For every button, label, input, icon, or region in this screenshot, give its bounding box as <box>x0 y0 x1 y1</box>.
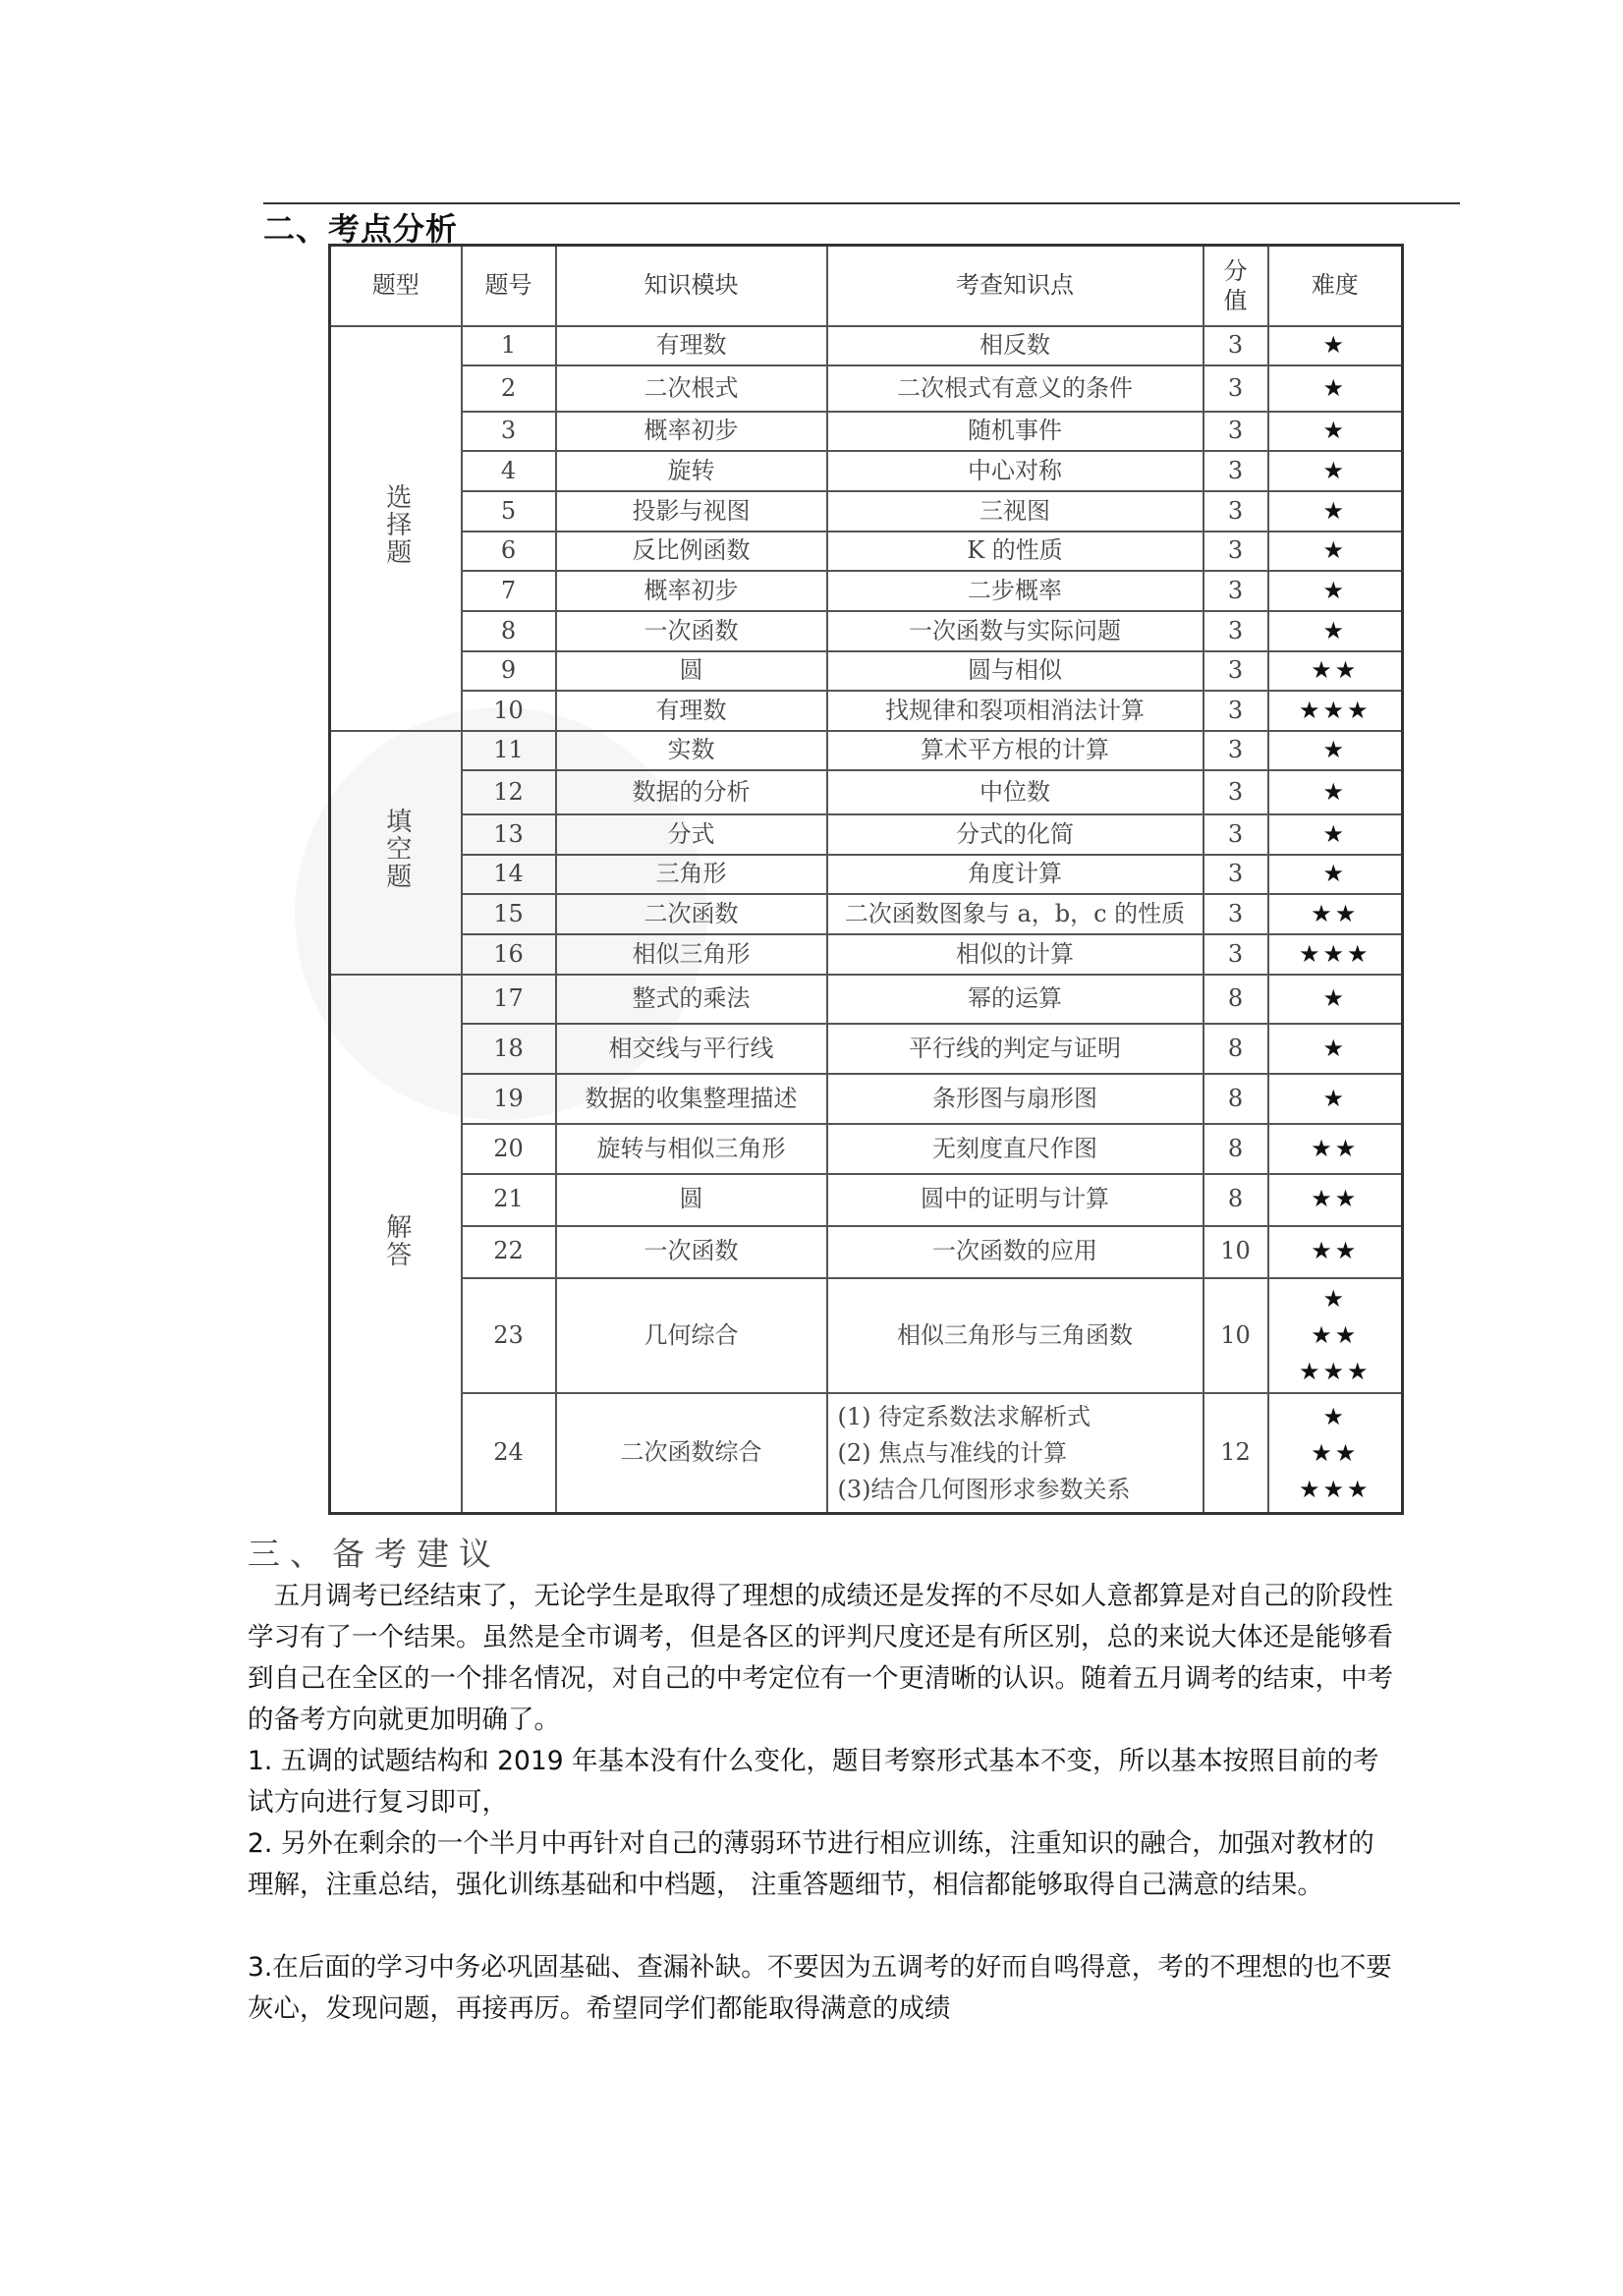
score-value: 10 <box>1203 1226 1268 1278</box>
difficulty-stars <box>1268 1124 1403 1174</box>
question-type-cell <box>330 731 462 975</box>
score-value: 8 <box>1203 1074 1268 1124</box>
question-type-label: 选择题 <box>381 483 412 567</box>
difficulty-stars <box>1268 571 1403 611</box>
knowledge-module: 二次函数综合 <box>556 1393 827 1513</box>
table-row <box>330 1278 1403 1394</box>
score-value: 8 <box>1203 975 1268 1025</box>
star-icon: ★ <box>1322 536 1347 565</box>
table-row <box>330 571 1403 611</box>
difficulty-stars <box>1268 1074 1403 1124</box>
score-value: 3 <box>1203 691 1268 731</box>
knowledge-point: 圆中的证明与计算 <box>827 1174 1203 1226</box>
question-number: 20 <box>462 1124 556 1174</box>
knowledge-module: 概率初步 <box>556 412 827 452</box>
knowledge-point: 分式的化简 <box>827 814 1203 855</box>
knowledge-point: 角度计算 <box>827 855 1203 895</box>
star-icon: ★ <box>1322 778 1347 807</box>
knowledge-module: 数据的收集整理描述 <box>556 1074 827 1124</box>
difficulty-stars <box>1268 532 1403 572</box>
knowledge-point: 中心对称 <box>827 451 1203 491</box>
question-number: 21 <box>462 1174 556 1226</box>
star-icon: ★ <box>1322 496 1347 525</box>
knowledge-point: K 的性质 <box>827 532 1203 572</box>
difficulty-stars <box>1268 934 1403 975</box>
table-header-row <box>330 246 1403 326</box>
table-row <box>330 365 1403 412</box>
star-icon: ★★ <box>1311 1320 1360 1349</box>
difficulty-stars <box>1268 451 1403 491</box>
question-type-cell <box>330 975 462 1514</box>
table-row <box>330 934 1403 975</box>
difficulty-stars <box>1268 651 1403 692</box>
question-type-label: 填空题 <box>381 808 412 891</box>
difficulty-stars <box>1268 1278 1403 1394</box>
star-icon: ★★ <box>1311 1438 1360 1467</box>
score-value: 10 <box>1203 1278 1268 1394</box>
knowledge-module: 二次根式 <box>556 365 827 412</box>
difficulty-stars <box>1268 814 1403 855</box>
star-icon: ★★ <box>1311 1185 1360 1213</box>
score-value: 3 <box>1203 491 1268 532</box>
section-2-title: 二、考点分析 <box>263 210 459 248</box>
difficulty-stars <box>1268 1226 1403 1278</box>
star-icon: ★★ <box>1311 656 1360 685</box>
question-number: 24 <box>462 1393 556 1513</box>
paragraph-point-2: 2. 另外在剩余的一个半月中再针对自己的薄弱环节进行相应训练，注重知识的融合，加强对教材的理解，注重总结，强化训练基础和中档题， 注重答题细节，相信都能够取得自己满意的结果。 <box>248 1828 1374 1900</box>
difficulty-stars <box>1268 1393 1403 1513</box>
score-value: 3 <box>1203 855 1268 895</box>
knowledge-point: 一次函数与实际问题 <box>827 611 1203 651</box>
knowledge-point: 算术平方根的计算 <box>827 731 1203 771</box>
table-row <box>330 691 1403 731</box>
star-icon: ★ <box>1322 576 1347 604</box>
question-number: 6 <box>462 532 556 572</box>
header-difficulty: 难度 <box>1268 246 1403 326</box>
table-row <box>330 894 1403 934</box>
knowledge-point <box>827 1393 1203 1513</box>
question-number: 19 <box>462 1074 556 1124</box>
question-type-label: 解答 <box>381 1212 412 1268</box>
table-row <box>330 1124 1403 1174</box>
table-row <box>330 1174 1403 1226</box>
star-icon: ★ <box>1322 417 1347 445</box>
star-icon: ★ <box>1322 984 1347 1013</box>
question-number: 13 <box>462 814 556 855</box>
star-icon: ★ <box>1322 1035 1347 1063</box>
knowledge-point: 平行线的判定与证明 <box>827 1024 1203 1074</box>
score-value: 3 <box>1203 611 1268 651</box>
score-value: 12 <box>1203 1393 1268 1513</box>
knowledge-module: 相似三角形 <box>556 934 827 975</box>
paragraph-point-3: 3.在后面的学习中务必巩固基础、查漏补缺。不要因为五调考的好而自鸣得意，考的不理想的也不要灰心，发现问题，再接再厉。希望同学们都能取得满意的成绩 <box>248 1952 1392 2024</box>
knowledge-module: 反比例函数 <box>556 532 827 572</box>
knowledge-point: 相反数 <box>827 326 1203 366</box>
table-row <box>330 1024 1403 1074</box>
star-icon: ★ <box>1322 331 1347 360</box>
difficulty-stars <box>1268 691 1403 731</box>
difficulty-stars <box>1268 611 1403 651</box>
star-icon: ★ <box>1322 1402 1347 1430</box>
difficulty-stars <box>1268 731 1403 771</box>
knowledge-module: 一次函数 <box>556 611 827 651</box>
question-number: 8 <box>462 611 556 651</box>
table-row <box>330 532 1403 572</box>
difficulty-stars <box>1268 326 1403 366</box>
section-3-title: 三、备考建议 <box>248 1535 501 1573</box>
knowledge-module: 数据的分析 <box>556 770 827 814</box>
question-number: 2 <box>462 365 556 412</box>
knowledge-point: 找规律和裂项相消法计算 <box>827 691 1203 731</box>
knowledge-point-line: (1) 待定系数法求解析式 <box>837 1402 1091 1430</box>
knowledge-point: 幂的运算 <box>827 975 1203 1025</box>
score-value: 3 <box>1203 651 1268 692</box>
star-icon: ★★ <box>1311 899 1360 927</box>
table-row <box>330 326 1403 366</box>
star-icon: ★ <box>1322 819 1347 848</box>
score-value: 3 <box>1203 770 1268 814</box>
knowledge-module: 整式的乘法 <box>556 975 827 1025</box>
table-row <box>330 855 1403 895</box>
question-number: 12 <box>462 770 556 814</box>
difficulty-stars <box>1268 1024 1403 1074</box>
knowledge-module: 投影与视图 <box>556 491 827 532</box>
star-icon: ★ <box>1322 1084 1347 1112</box>
question-number: 23 <box>462 1278 556 1394</box>
table-row <box>330 1074 1403 1124</box>
difficulty-stars <box>1268 894 1403 934</box>
star-icon: ★ <box>1322 736 1347 764</box>
table-row <box>330 491 1403 532</box>
knowledge-module: 实数 <box>556 731 827 771</box>
question-number: 17 <box>462 975 556 1025</box>
question-number: 9 <box>462 651 556 692</box>
knowledge-module: 旋转 <box>556 451 827 491</box>
paragraph-intro: 五月调考已经结束了，无论学生是取得了理想的成绩还是发挥的不尽如人意都算是对自己的阶段性学习有了一个结果。虽然是全市调考，但是各区的评判尺度还是有所区别，总的来说大体还是能够看到自己在全区的一个排名情况，对自己的中考定位有一个更清晰的认识。随着五月调考的结束，中考的备考方向就更加明确了。 <box>248 1581 1393 1735</box>
knowledge-module: 二次函数 <box>556 894 827 934</box>
difficulty-stars <box>1268 975 1403 1025</box>
knowledge-point-line: (3)结合几何图形求参数关系 <box>837 1475 1131 1503</box>
table-row <box>330 770 1403 814</box>
knowledge-point: 相似三角形与三角函数 <box>827 1278 1203 1394</box>
star-icon: ★★★ <box>1298 696 1371 724</box>
header-number: 题号 <box>462 246 556 326</box>
knowledge-point: 随机事件 <box>827 412 1203 452</box>
knowledge-module: 分式 <box>556 814 827 855</box>
knowledge-point: 一次函数的应用 <box>827 1226 1203 1278</box>
star-icon: ★ <box>1322 373 1347 402</box>
score-value: 3 <box>1203 814 1268 855</box>
star-icon: ★ <box>1322 616 1347 644</box>
star-icon: ★★★ <box>1298 1357 1371 1385</box>
difficulty-stars <box>1268 491 1403 532</box>
difficulty-stars <box>1268 365 1403 412</box>
question-number: 18 <box>462 1024 556 1074</box>
knowledge-module: 圆 <box>556 1174 827 1226</box>
difficulty-stars <box>1268 855 1403 895</box>
star-icon: ★★ <box>1311 1237 1360 1265</box>
question-number: 22 <box>462 1226 556 1278</box>
difficulty-stars <box>1268 770 1403 814</box>
knowledge-module: 三角形 <box>556 855 827 895</box>
knowledge-point: 二次函数图象与 a，b，c 的性质 <box>827 894 1203 934</box>
score-value: 3 <box>1203 731 1268 771</box>
difficulty-stars <box>1268 412 1403 452</box>
knowledge-point: 三视图 <box>827 491 1203 532</box>
paragraph-point-1: 1. 五调的试题结构和 2019 年基本没有什么变化，题目考察形式基本不变，所以基本按照目前的考试方向进行复习即可， <box>248 1746 1379 1818</box>
knowledge-point-line: (2) 焦点与准线的计算 <box>837 1438 1068 1467</box>
score-value: 3 <box>1203 365 1268 412</box>
knowledge-point: 条形图与扇形图 <box>827 1074 1203 1124</box>
knowledge-point: 圆与相似 <box>827 651 1203 692</box>
table-row <box>330 975 1403 1025</box>
star-icon: ★ <box>1322 457 1347 484</box>
score-value: 8 <box>1203 1174 1268 1226</box>
knowledge-module: 相交线与平行线 <box>556 1024 827 1074</box>
header-score: 分 值 <box>1203 246 1268 326</box>
score-value: 8 <box>1203 1024 1268 1074</box>
question-number: 7 <box>462 571 556 611</box>
difficulty-stars <box>1268 1174 1403 1226</box>
knowledge-point: 无刻度直尺作图 <box>827 1124 1203 1174</box>
star-icon: ★★ <box>1311 1134 1360 1162</box>
question-number: 10 <box>462 691 556 731</box>
knowledge-module: 几何综合 <box>556 1278 827 1394</box>
question-number: 11 <box>462 731 556 771</box>
table-row <box>330 814 1403 855</box>
knowledge-module: 概率初步 <box>556 571 827 611</box>
star-icon: ★ <box>1322 1284 1347 1313</box>
question-number: 1 <box>462 326 556 366</box>
star-icon: ★★★ <box>1298 1475 1371 1503</box>
table-row <box>330 611 1403 651</box>
knowledge-point: 相似的计算 <box>827 934 1203 975</box>
question-number: 15 <box>462 894 556 934</box>
table-row <box>330 412 1403 452</box>
table-row <box>330 451 1403 491</box>
question-number: 5 <box>462 491 556 532</box>
score-value: 3 <box>1203 326 1268 366</box>
score-value: 3 <box>1203 451 1268 491</box>
question-type-cell <box>330 326 462 731</box>
star-icon: ★★★ <box>1298 939 1371 968</box>
score-value: 3 <box>1203 532 1268 572</box>
header-module: 知识模块 <box>556 246 827 326</box>
knowledge-module: 旋转与相似三角形 <box>556 1124 827 1174</box>
knowledge-point: 中位数 <box>827 770 1203 814</box>
knowledge-module: 有理数 <box>556 691 827 731</box>
table-row <box>330 1226 1403 1278</box>
question-number: 4 <box>462 451 556 491</box>
question-number: 3 <box>462 412 556 452</box>
score-value: 3 <box>1203 894 1268 934</box>
star-icon: ★ <box>1322 860 1347 888</box>
table-row <box>330 1393 1403 1513</box>
score-value: 3 <box>1203 934 1268 975</box>
table-row <box>330 731 1403 771</box>
score-value: 3 <box>1203 571 1268 611</box>
knowledge-point: 二步概率 <box>827 571 1203 611</box>
score-value: 3 <box>1203 412 1268 452</box>
knowledge-module: 有理数 <box>556 326 827 366</box>
knowledge-module: 圆 <box>556 651 827 692</box>
question-number: 14 <box>462 855 556 895</box>
knowledge-module: 一次函数 <box>556 1226 827 1278</box>
knowledge-point: 二次根式有意义的条件 <box>827 365 1203 412</box>
exam-analysis-table <box>328 244 1404 1515</box>
table-row <box>330 651 1403 692</box>
header-type: 题型 <box>330 246 462 326</box>
score-value: 8 <box>1203 1124 1268 1174</box>
question-number: 16 <box>462 934 556 975</box>
header-knowledge-point: 考查知识点 <box>827 246 1203 326</box>
